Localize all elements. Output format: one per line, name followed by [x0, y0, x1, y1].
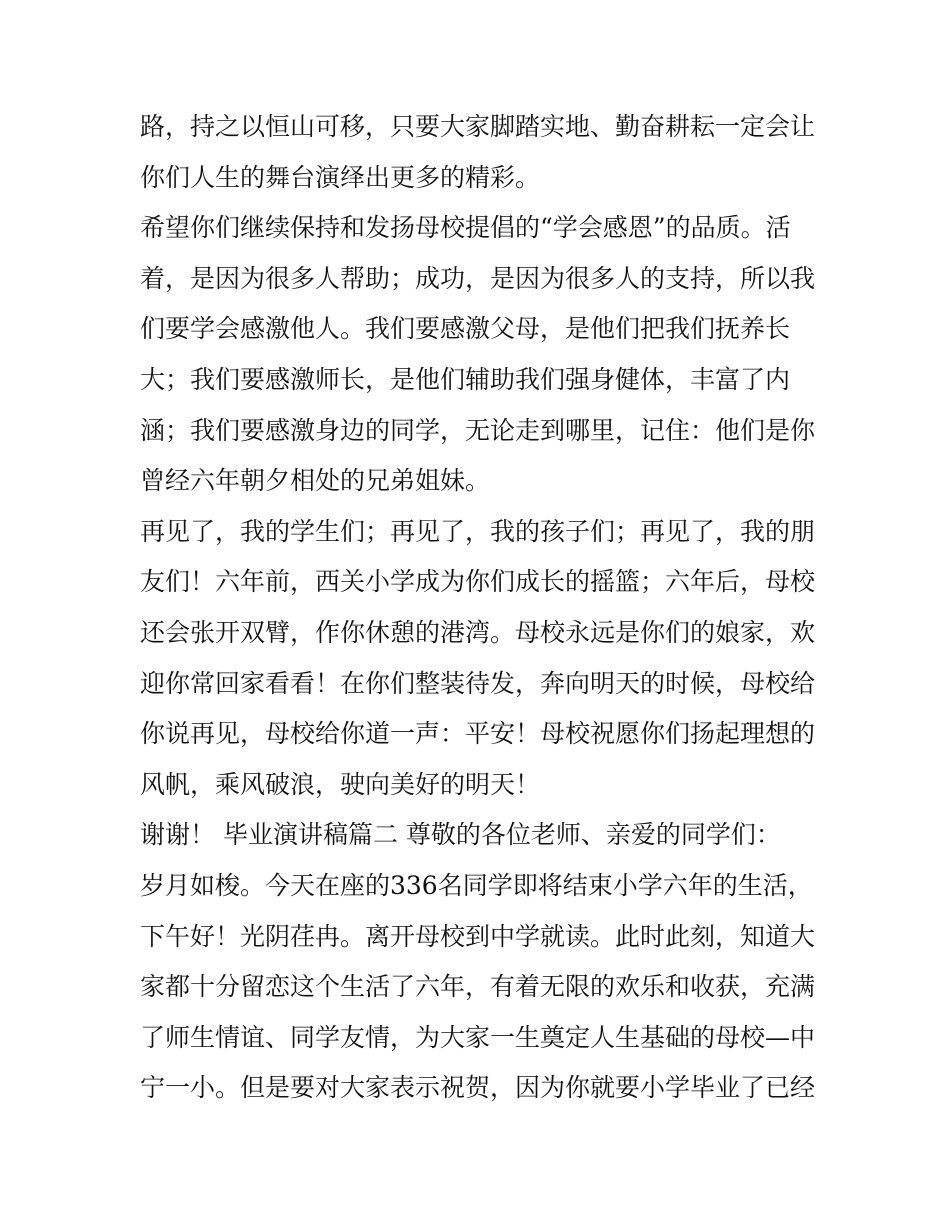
text-line: 宁一小。但是要对大家表示祝贺，因为你就要小学毕业了已经 — [140, 1073, 816, 1103]
text-line: 们要学会感激他人。我们要感激父母，是他们把我们抚养长 — [140, 314, 791, 344]
text-line: 家都十分留恋这个生活了六年，有着无限的欢乐和收获，充满 — [140, 972, 816, 1002]
text-line: 着，是因为很多人帮助；成功，是因为很多人的支持，所以我 — [140, 263, 816, 293]
text-line: 还会张开双臂，作你休憩的港湾。母校永远是你们的娘家，欢 — [140, 617, 816, 647]
text-line: 谢谢！ 毕业演讲稿篇二 尊敬的各位老师、亲爱的同学们： — [140, 820, 781, 850]
text-line: 曾经六年朝夕相处的兄弟姐妹。 — [140, 466, 491, 496]
text-line: 友们！六年前，西关小学成为你们成长的摇篮；六年后，母校 — [140, 567, 816, 597]
text-line: 大；我们要感激师长，是他们辅助我们强身健体，丰富了内 — [140, 364, 791, 394]
text-line: 涵；我们要感激身边的同学，无论走到哪里，记住：他们是你 — [140, 415, 816, 445]
text-line: 岁月如梭。今天在座的336名同学即将结束小学六年的生活， — [140, 870, 813, 900]
text-line: 你们人生的舞台演绎出更多的精彩。 — [140, 162, 541, 192]
text-line: 下午好！光阴荏冉。离开母校到中学就读。此时此刻，知道大 — [140, 921, 816, 951]
document-body — [140, 102, 820, 1114]
text-line: 迎你常回家看看！在你们整装待发，奔向明天的时候，母校给 — [140, 668, 816, 698]
text-line: 你说再见，母校给你道一声：平安！母校祝愿你们扬起理想的 — [140, 719, 816, 749]
text-line: 风帆，乘风破浪，驶向美好的明天！ — [140, 769, 541, 799]
text-line: 路，持之以恒山可移，只要大家脚踏实地、勤奋耕耘一定会让 — [140, 112, 816, 141]
text-line: 了师生情谊、同学友情，为大家一生奠定人生基础的母校—中 — [140, 1022, 816, 1052]
text-line: 希望你们继续保持和发扬母校提倡的“学会感恩”的品质。活 — [140, 213, 791, 243]
text-line: 再见了，我的学生们；再见了，我的孩子们；再见了，我的朋 — [140, 516, 816, 546]
